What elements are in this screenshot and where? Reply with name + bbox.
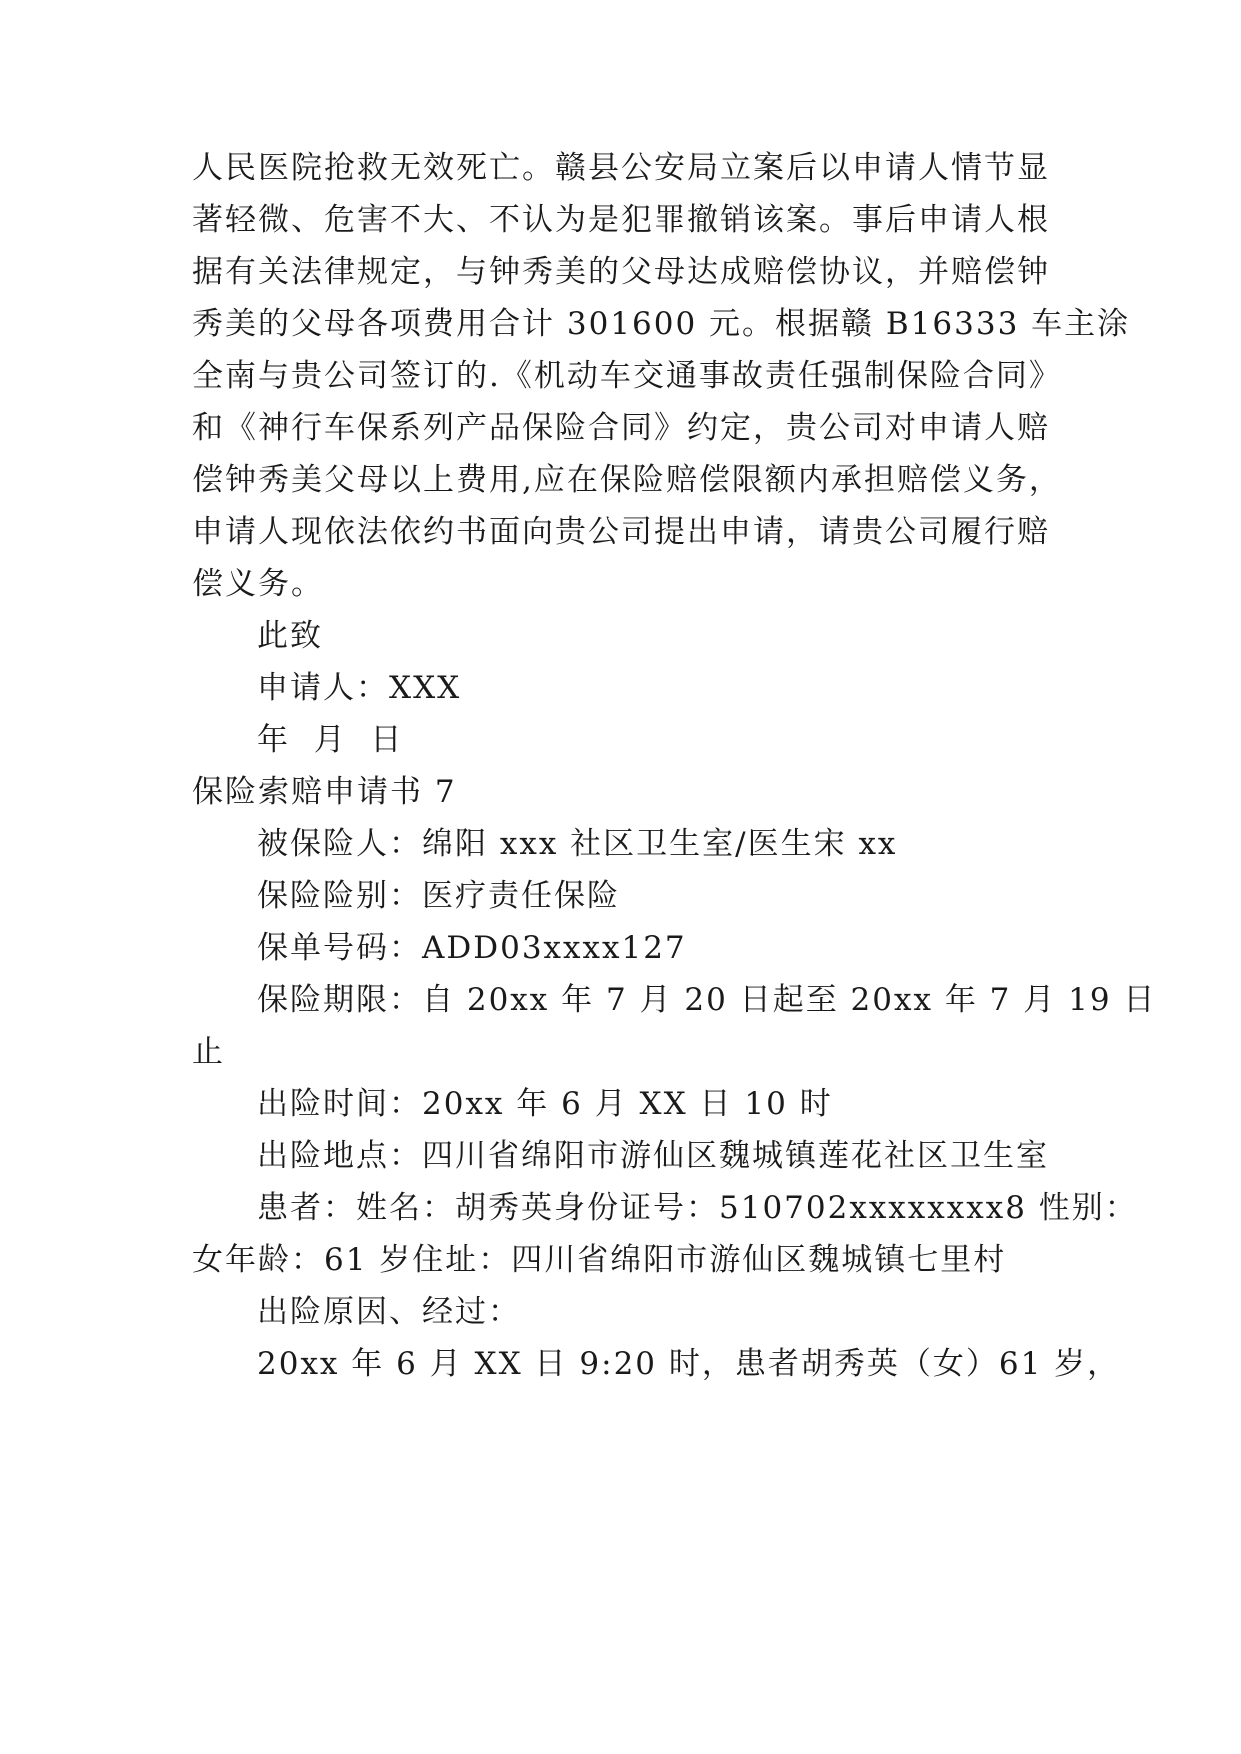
paragraph-line: 全南与贵公司签订的.《机动车交通事故责任强制保险合同》: [192, 358, 1062, 394]
policy-number-field: 保单号码：ADD03xxxx127: [257, 930, 687, 966]
paragraph-line: 和《神行车保系列产品保险合同》约定，贵公司对申请人赔: [192, 410, 1050, 446]
salutation: 此致: [257, 618, 323, 654]
patient-info-field: 患者：姓名：胡秀英身份证号：510702xxxxxxxx8 性别：: [257, 1190, 1138, 1226]
cause-description: 20xx 年 6 月 XX 日 9:20 时，患者胡秀英（女）61 岁，: [257, 1346, 1121, 1382]
incident-time-field: 出险时间：20xx 年 6 月 XX 日 10 时: [257, 1086, 833, 1122]
insurance-type-field: 保险险别：医疗责任保险: [257, 878, 620, 914]
incident-place-field: 出险地点：四川省绵阳市游仙区魏城镇莲花社区卫生室: [257, 1138, 1049, 1174]
paragraph-line: 秀美的父母各项费用合计 301600 元。根据赣 B16333 车主涂: [192, 306, 1131, 342]
applicant-signature: 申请人：XXX: [257, 670, 462, 706]
paragraph-line: 人民医院抢救无效死亡。赣县公安局立案后以申请人情节显: [192, 150, 1050, 186]
insurance-period-field: 保险期限：自 20xx 年 7 月 20 日起至 20xx 年 7 月 19 日: [257, 982, 1157, 1018]
paragraph-line: 申请人现依法依约书面向贵公司提出申请，请贵公司履行赔: [192, 514, 1050, 550]
signature-date: 年 月 日: [257, 722, 404, 758]
paragraph-line: 著轻微、危害不大、不认为是犯罪撤销该案。事后申请人根: [192, 202, 1050, 238]
paragraph-line: 据有关法律规定，与钟秀美的父母达成赔偿协议，并赔偿钟: [192, 254, 1050, 290]
patient-info-continuation: 女年龄：61 岁住址：四川省绵阳市游仙区魏城镇七里村: [192, 1242, 1007, 1278]
insurance-period-continuation: 止: [192, 1034, 225, 1070]
insured-field: 被保险人：绵阳 xxx 社区卫生室/医生宋 xx: [257, 826, 898, 862]
paragraph-line: 偿钟秀美父母以上费用,应在保险赔偿限额内承担赔偿义务，: [192, 462, 1062, 498]
section-title: 保险索赔申请书 7: [192, 774, 457, 810]
paragraph-line: 偿义务。: [192, 566, 324, 602]
cause-heading: 出险原因、经过：: [257, 1294, 521, 1330]
